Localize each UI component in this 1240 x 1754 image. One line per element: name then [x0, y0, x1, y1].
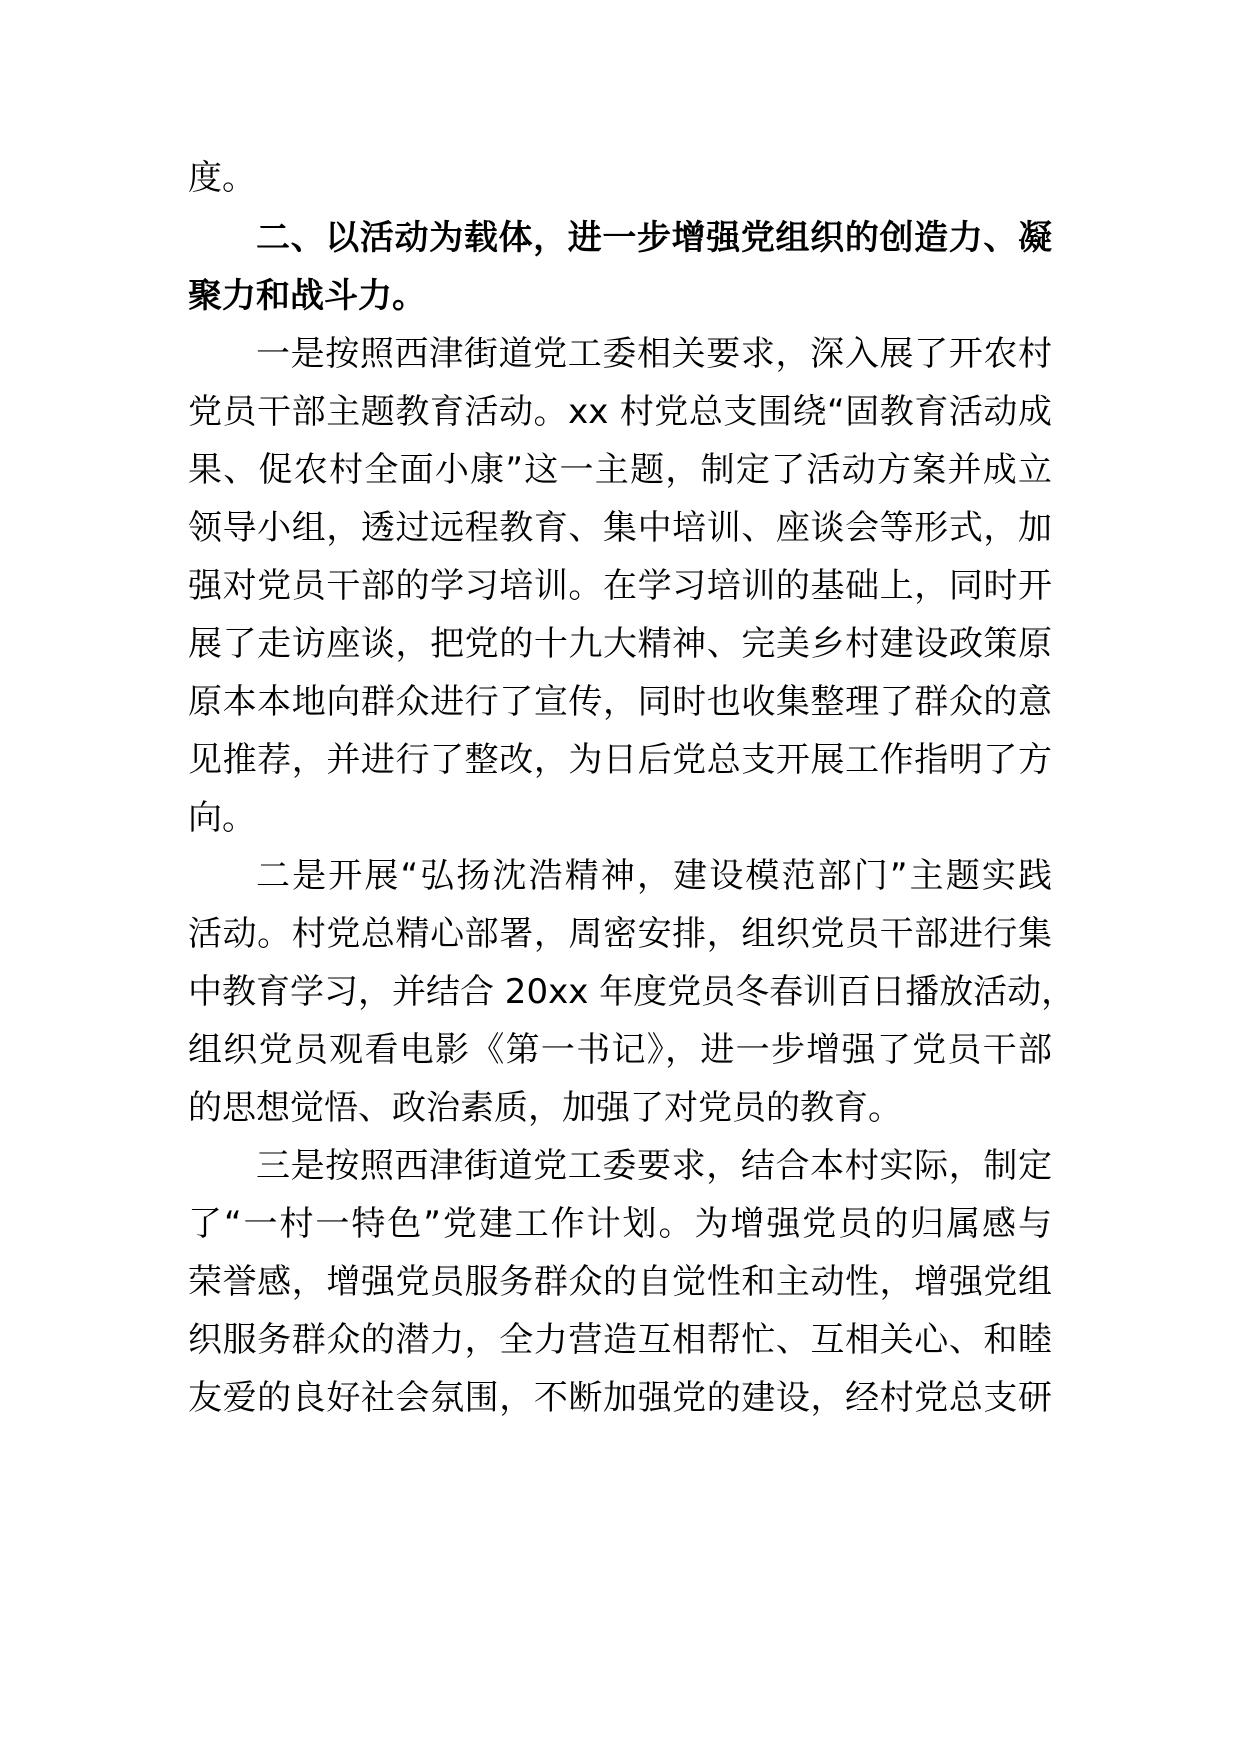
- text-line: 原本本地向群众进行了宣传，同时也收集整理了群众的意: [188, 682, 1052, 722]
- text-line: 见推荐，并进行了整改，为日后党总支开展工作指明了方: [188, 740, 1052, 780]
- text-line: 向。: [188, 798, 256, 838]
- text-line: 党员干部主题教育活动。xx 村党总支围绕“固教育活动成: [188, 392, 1052, 432]
- text-line: 果、促农村全面小康”这一主题，制定了活动方案并成立: [188, 450, 1052, 490]
- text-line: 荣誉感，增强党员服务群众的自觉性和主动性，增强党组: [188, 1262, 1052, 1302]
- text-line: 领导小组，透过远程教育、集中培训、座谈会等形式，加: [188, 508, 1052, 548]
- paragraph-first-line: 二是开展“弘扬沈浩精神，建设模范部门”主题实践: [256, 856, 1052, 896]
- text-line: 织服务群众的潜力，全力营造互相帮忙、互相关心、和睦: [188, 1320, 1052, 1360]
- text-line: 的思想觉悟、政治素质，加强了对党员的教育。: [188, 1088, 902, 1128]
- text-line: 度。: [188, 158, 256, 198]
- text-line: 友爱的良好社会氛围，不断加强党的建设，经村党总支研: [188, 1378, 1052, 1418]
- section-heading-line: 二、以活动为载体，进一步增强党组织的创造力、凝: [256, 218, 1052, 258]
- text-line: 中教育学习，并结合 20xx 年度党员冬春训百日播放活动，: [188, 972, 1076, 1012]
- section-heading-line: 聚力和战斗力。: [188, 276, 426, 316]
- text-line: 展了走访座谈，把党的十九大精神、完美乡村建设政策原: [188, 624, 1052, 664]
- text-line: 组织党员观看电影《第一书记》，进一步增强了党员干部: [188, 1030, 1052, 1070]
- text-line: 强对党员干部的学习培训。在学习培训的基础上，同时开: [188, 566, 1052, 606]
- paragraph-first-line: 一是按照西津街道党工委相关要求，深入展了开农村: [256, 334, 1052, 374]
- paragraph-first-line: 三是按照西津街道党工委要求，结合本村实际，制定: [256, 1146, 1052, 1186]
- text-line: 了“一村一特色”党建工作计划。为增强党员的归属感与: [188, 1204, 1052, 1244]
- text-line: 活动。村党总精心部署，周密安排，组织党员干部进行集: [188, 914, 1052, 954]
